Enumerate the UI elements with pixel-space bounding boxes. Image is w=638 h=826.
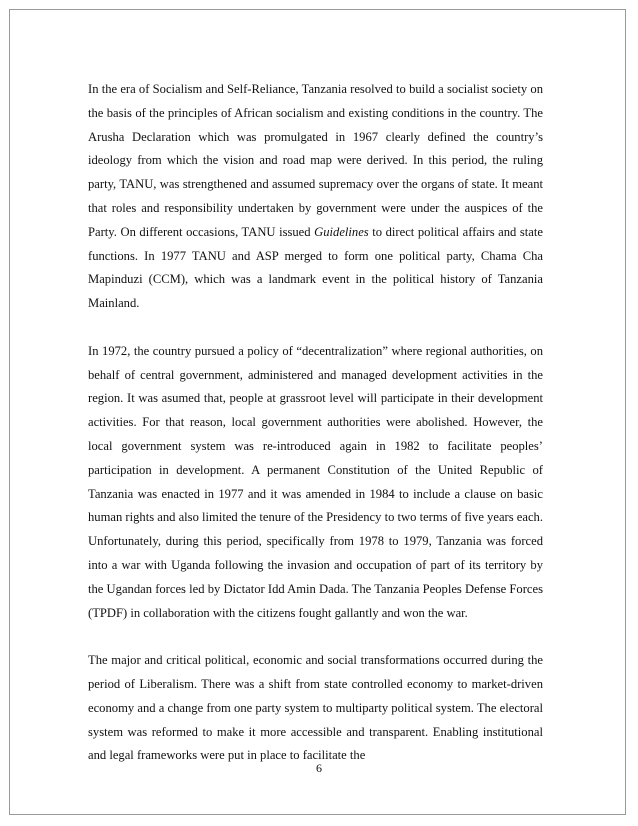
paragraph-liberalism: The major and critical political, economic and social transformations occurred during the period of Liberalism. There was a shift from state controlled economy to market-driven economy and a change from one party system to multiparty political system. The electoral system was reformed to make it more accessible and transparent. Enabling institutional and legal frameworks were put in place to facilitate the [88, 653, 543, 763]
paragraph-socialism-text-b: to direct political affairs and state functions. In 1977 TANU and ASP merged to form one political party, Chama Cha Mapinduzi (CCM), which was a landmark event in the political history of Tanzania Mainland. [88, 224, 543, 311]
page-number: 6 [316, 761, 322, 775]
paragraph-decentralization: In 1972, the country pursued a policy of “decentralization” where regional authorities, on behalf of central government, administered and managed development activities in the region. It was asumed that, people at grassroot level will participate in their development activities. For that reason, local government authorities were abolished. However, the local government system was re-introduced again in 1982 to facilitate peoples’ participation in development. A permanent Constitution of the United Republic of Tanzania was enacted in 1977 and it was amended in 1984 to include a clause on basic human rights and also limited the tenure of the Presidency to two terms of five years each. Unfortunately, during this period, specifically from 1978 to 1979, Tanzania was forced into a war with Uganda following the invasion and occupation of part of its territory by the Ugandan forces led by Dictator Idd Amin Dada. The Tanzania Peoples Defense Forces (TPDF) in collaboration with the citizens fought gallantly and won the war. [88, 343, 543, 620]
paragraph-socialism-text-a: In the era of Socialism and Self-Reliance, Tanzania resolved to build a socialist society on the basis of the principles of African socialism and existing conditions in the country. The Arusha Declaration which was promulgated in 1967 clearly defined the country’s ideology from which the vision and road map were derived. In this period, the ruling party, TANU, was strengthened and assumed supremacy over the organs of state. It meant that roles and responsibility undertaken by government were under the auspices of the Party. On different occasions, TANU issued [88, 82, 543, 239]
guidelines-emphasis: Guidelines [314, 224, 369, 239]
paragraph-socialism [88, 78, 543, 316]
document-body [88, 78, 543, 792]
